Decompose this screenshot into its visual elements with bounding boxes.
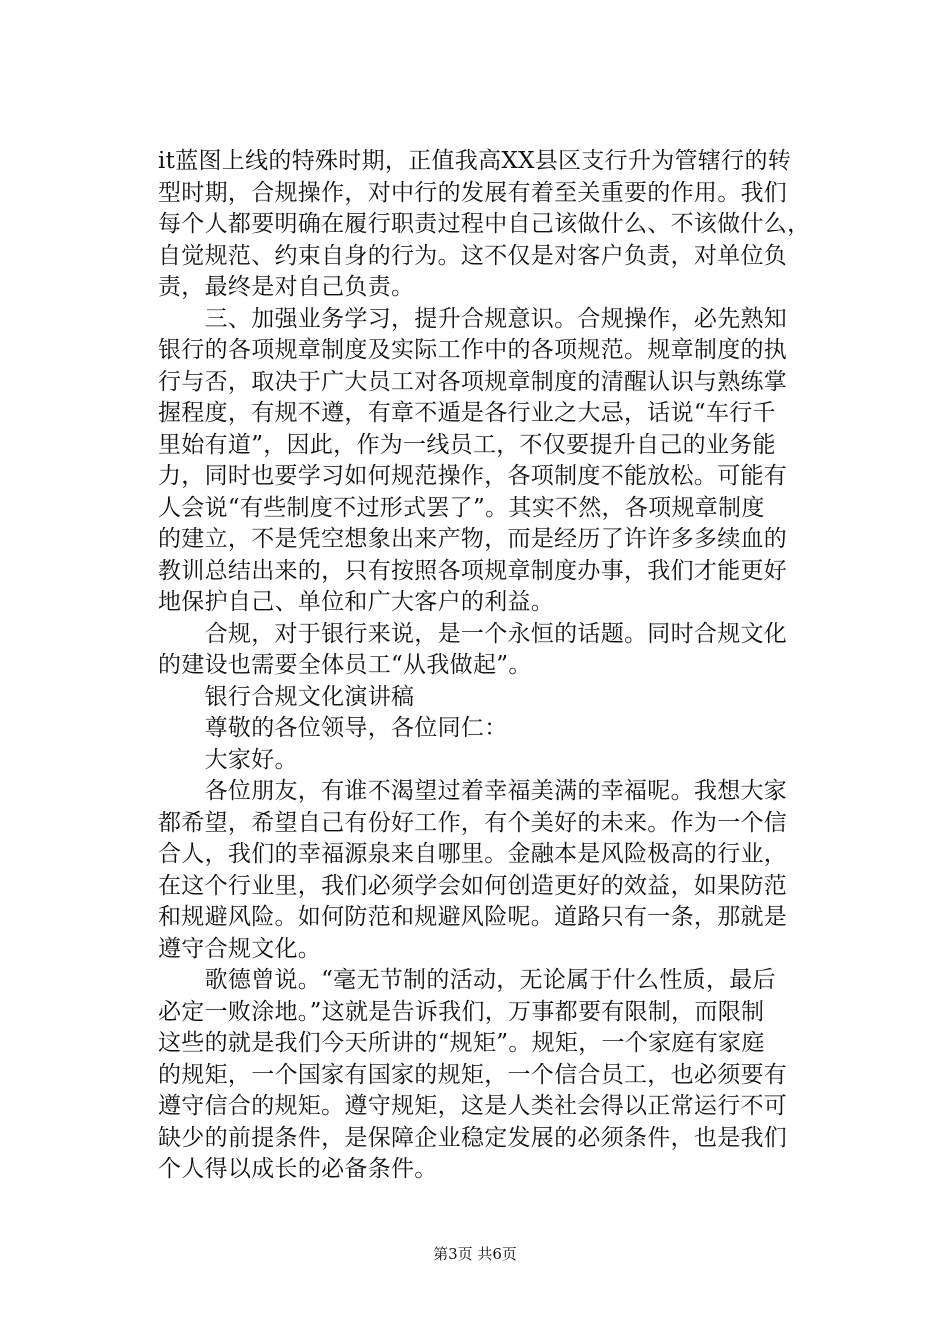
text-line: 责，最终是对自己负责。 — [158, 274, 415, 300]
text-line: 银行合规文化演讲稿 — [158, 683, 415, 710]
text-line: 每个人都要明确在履行职责过程中自己该做什么、不该做什么， — [158, 211, 811, 237]
text-line: 各位朋友，有谁不渴望过着幸福美满的幸福呢。我想大家 — [158, 778, 788, 804]
text-line: 尊敬的各位领导，各位同仁： — [158, 715, 508, 741]
text-line: 的建设也需要全体员工“从我做起”。 — [158, 652, 532, 678]
text-line: 缺少的前提条件，是保障企业稳定发展的必须条件，也是我们 — [158, 1124, 788, 1151]
text-line: 这些的就是我们今天所讲的“规矩”。规矩，一个家庭有家庭 — [158, 1030, 765, 1056]
text-line: 歌德曾说。“毫无节制的活动，无论属于什么性质，最后 — [158, 967, 776, 993]
text-line: 的建立，不是凭空想象出来产物，而是经历了许许多多续血的 — [158, 526, 788, 552]
document-body — [158, 146, 838, 1186]
text-line: 合规，对于银行来说，是一个永恒的话题。同时合规文化 — [158, 620, 788, 647]
text-line: 地保护自己、单位和广大客户的利益。 — [158, 589, 555, 615]
text-line: 的规矩，一个国家有国家的规矩，一个信合员工，也必须要有 — [158, 1061, 788, 1088]
text-line: 和规避风险。如何防范和规避风险呢。道路只有一条，那就是 — [158, 904, 788, 930]
text-line: 三、加强业务学习，提升合规意识。合规操作，必先熟知 — [158, 305, 788, 332]
text-line: 都希望，希望自己有份好工作，有个美好的未来。作为一个信 — [158, 809, 788, 836]
text-line: it蓝图上线的特殊时期，正值我高XX县区支行升为管辖行的转 — [158, 148, 792, 174]
text-line: 在这个行业里，我们必须学会如何创造更好的效益，如果防范 — [158, 872, 788, 899]
text-line: 握程度，有规不遵，有章不遁是各行业之大忌，话说“车行千 — [158, 400, 776, 426]
text-line: 人会说“有些制度不过形式罢了”。其实不然，各项规章制度 — [158, 494, 765, 521]
text-line: 里始有道”，因此，作为一线员工，不仅要提升自己的业务能 — [158, 431, 776, 458]
text-line: 遵守信合的规矩。遵守规矩，这是人类社会得以正常运行不可 — [158, 1093, 788, 1119]
text-line: 必定一败涂地。”这就是告诉我们，万事都要有限制，而限制 — [158, 998, 765, 1025]
text-line: 合人，我们的幸福源泉来自哪里。金融本是风险极高的行业， — [158, 841, 788, 867]
text-line: 行与否，取决于广大员工对各项规章制度的清醒认识与熟练掌 — [158, 368, 788, 395]
text-line: 自觉规范、约束自身的行为。这不仅是对客户负责，对单位负 — [158, 242, 788, 269]
text-line: 型时期，合规操作，对中行的发展有着至关重要的作用。我们 — [158, 179, 788, 206]
text-line: 银行的各项规章制度及实际工作中的各项规范。规章制度的执 — [158, 337, 788, 363]
text-line: 个人得以成长的必备条件。 — [158, 1156, 438, 1182]
page-number: 第3页 共6页 — [433, 1245, 517, 1263]
text-line: 教训总结出来的，只有按照各项规章制度办事，我们才能更好 — [158, 557, 788, 584]
text-line: 力，同时也要学习如何规范操作，各项制度不能放松。可能有 — [158, 463, 788, 489]
text-line: 遵守合规文化。 — [158, 935, 322, 962]
text-line: 大家好。 — [158, 746, 298, 773]
